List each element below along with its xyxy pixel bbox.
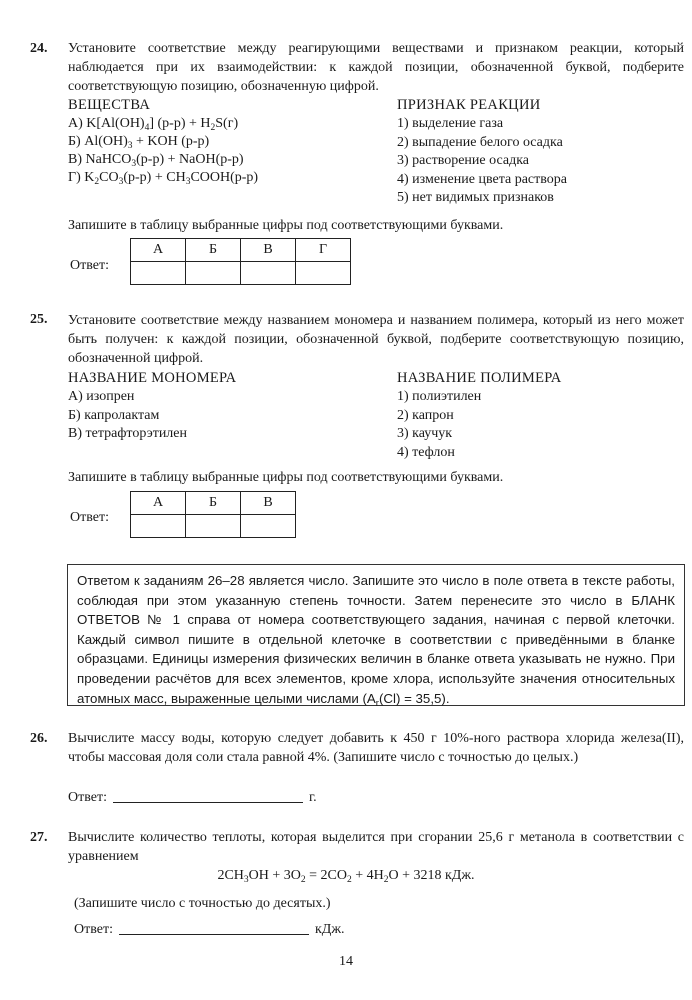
question-27-number: 27. bbox=[30, 830, 48, 845]
q24-answer-cell[interactable] bbox=[241, 262, 296, 285]
q25-answer-cell[interactable] bbox=[241, 515, 296, 538]
question-26-text: Вычислите массу воды, которую следует добавить к 450 г 10%-ного раствора хлорида железа(II), чтобы массовая доля соли стала равной 4%. (Запишите число с точностью до целых.) bbox=[68, 731, 684, 765]
q25-monomer-list bbox=[68, 388, 187, 444]
q27-answer-row bbox=[74, 920, 345, 939]
q27-precision: (Запишите число с точностью до десятых.) bbox=[74, 896, 331, 911]
q25-polymer-list bbox=[397, 388, 481, 462]
q24-answer-cell[interactable] bbox=[131, 262, 186, 285]
notice-tail: (Cl) = 35,5). bbox=[378, 690, 450, 706]
q24-answer-table bbox=[130, 238, 351, 285]
q25-monomer-item: В) тетрафторэтилен bbox=[68, 426, 187, 441]
q24-substances-header: ВЕЩЕСТВА bbox=[68, 97, 151, 113]
q25-polymer-header: НАЗВАНИЕ ПОЛИМЕРА bbox=[397, 370, 562, 386]
q24-substance-a: А) $K[Al(OH)_4] (р-р) + H_2S(г)$ bbox=[68, 116, 239, 133]
q25-monomer-item: Б) капролактам bbox=[68, 407, 160, 423]
q27-answer-label: Ответ: bbox=[74, 922, 113, 937]
notice-subscript: r bbox=[375, 697, 379, 709]
q24-reaction-item: 1) выделение газа bbox=[397, 116, 504, 131]
q24-substances-list bbox=[68, 115, 258, 187]
q24-reaction-header: ПРИЗНАК РЕАКЦИИ bbox=[397, 97, 541, 113]
q25-header-a: А bbox=[131, 492, 186, 515]
q24-substance-g: Г) $K_2CO_3(р-р)$ + $CH_3COOH(р-р)$ bbox=[68, 170, 259, 187]
instruction-notice-box bbox=[67, 564, 685, 709]
question-27-text: Вычислите количество теплоты, которая выделится при сгорании 25,6 г метанола в соответствии с уравнением bbox=[68, 830, 684, 864]
q24-substance-b: Б) $Al(OH)_3$ + KOH (р-р) bbox=[68, 134, 210, 151]
q24-header-v: В bbox=[241, 239, 296, 262]
q27-answer-unit: кДж. bbox=[314, 922, 345, 937]
q24-reaction-list bbox=[397, 115, 567, 208]
q25-polymer-item: 1) полиэтилен bbox=[397, 389, 482, 404]
question-24-number: 24. bbox=[30, 41, 48, 56]
notice-text: Ответом к заданиям 26–28 является число. Запишите это число в поле ответа в тексте работы, соблюдая при этом указанную степень точности. Затем перенесите это число в БЛАНК ОТВЕТОВ № 1 справа от номера соответствующего задания, начиная с первой клеточки. Каждый символ пишите в отдельной клеточке в соответствии с приведёнными в бланке образцами. Единицы измерения физических величин в бланке ответа указывать не нужно. При проведении расчётов для всех элементов, кроме хлора, используйте значения относительных атомных масс, выраженные целыми числами (A bbox=[77, 573, 675, 706]
q25-monomer-header: НАЗВАНИЕ МОНОМЕРА bbox=[68, 370, 237, 386]
q27-equation: $2CH_3OH + 3O_2 = 2CO_2 + 4H_2O + 3218$ кДж. bbox=[217, 868, 475, 885]
q25-polymer-item: 4) тефлон bbox=[397, 444, 455, 460]
q24-reaction-item: 3) растворение осадка bbox=[397, 153, 530, 168]
q25-header-b: Б bbox=[186, 492, 241, 515]
q24-reaction-item: 2) выпадение белого осадка bbox=[397, 134, 563, 150]
q26-answer-label: Ответ: bbox=[68, 790, 107, 805]
question-25-number: 25. bbox=[30, 312, 48, 327]
q24-answer-cell[interactable] bbox=[296, 262, 351, 285]
q25-answer-table bbox=[130, 491, 296, 538]
q24-header-g: Г bbox=[296, 239, 351, 262]
q25-instruction: Запишите в таблицу выбранные цифры под соответствующими буквами. bbox=[68, 470, 504, 485]
q24-substance-v: В) NaHCO$_3$(р-р) + NaOH(р-р) bbox=[68, 152, 244, 169]
q25-polymer-item: 3) каучук bbox=[397, 426, 453, 441]
q24-header-b: Б bbox=[186, 239, 241, 262]
q24-instruction: Запишите в таблицу выбранные цифры под соответствующими буквами. bbox=[68, 218, 504, 233]
q25-answer-cell[interactable] bbox=[131, 515, 186, 538]
question-26-number: 26. bbox=[30, 731, 48, 746]
q24-answer-label: Ответ: bbox=[70, 258, 109, 273]
page-number: 14 bbox=[339, 954, 353, 969]
q25-polymer-item: 2) капрон bbox=[397, 407, 454, 423]
q25-monomer-item: А) изопрен bbox=[68, 389, 135, 404]
q24-reaction-item: 5) нет видимых признаков bbox=[397, 190, 554, 205]
q24-header-a: А bbox=[131, 239, 186, 262]
q25-header-v: В bbox=[241, 492, 296, 515]
q26-answer-unit: г. bbox=[308, 790, 317, 805]
q25-answer-cell[interactable] bbox=[186, 515, 241, 538]
q24-answer-cell[interactable] bbox=[186, 262, 241, 285]
question-24-text: Установите соответствие между реагирующими веществами и признаком реакции, который наблюдается при их взаимодействии: к каждой позиции, обозначенной буквой, подберите соответствующую позицию, обозначенную цифрой. bbox=[68, 41, 684, 94]
q27-answer-field[interactable] bbox=[119, 920, 309, 935]
q26-answer-row bbox=[68, 788, 317, 807]
question-25-text: Установите соответствие между названием мономера и названием полимера, который из него может быть получен: к каждой позиции, обозначенной буквой, подберите соответствующую позицию, обозначенной цифрой. bbox=[68, 313, 684, 366]
q24-reaction-item: 4) изменение цвета раствора bbox=[397, 171, 567, 187]
q25-answer-label: Ответ: bbox=[70, 510, 109, 525]
q26-answer-field[interactable] bbox=[113, 788, 303, 803]
